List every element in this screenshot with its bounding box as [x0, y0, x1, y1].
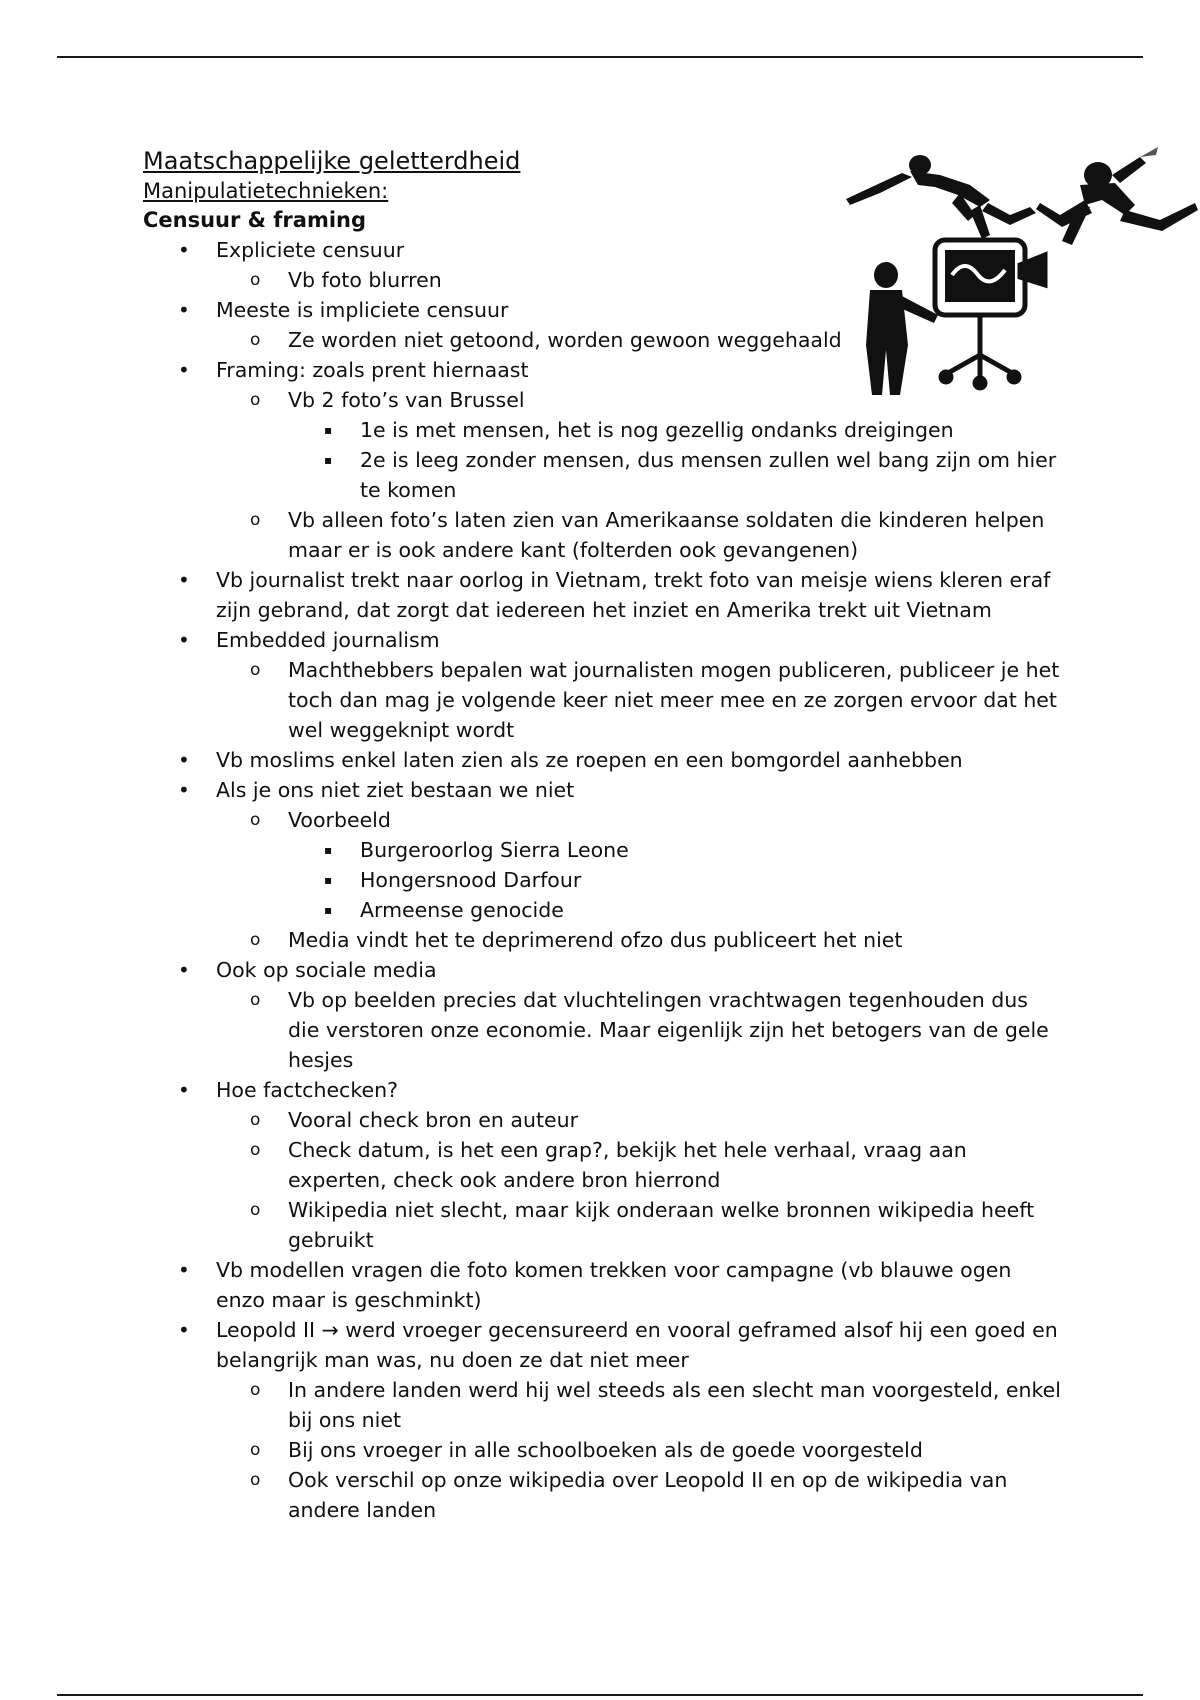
- list-item: [143, 895, 1063, 925]
- list-item: [143, 1375, 1063, 1435]
- bullet-marker: •: [178, 358, 190, 382]
- bullet-marker: o: [250, 1140, 261, 1160]
- list-item: [143, 355, 1063, 385]
- list-item: [143, 295, 1063, 325]
- list-item: [143, 1255, 1063, 1315]
- list-item: [143, 385, 1063, 415]
- bullet-marker: o: [250, 330, 261, 350]
- list-item-text: Framing: zoals prent hiernaast: [216, 358, 529, 382]
- bullet-marker: •: [178, 1258, 190, 1282]
- list-item-text: Ook verschil op onze wikipedia over Leopold II en op de wikipedia van andere landen: [288, 1468, 1008, 1522]
- list-item-text: Vb modellen vragen die foto komen trekken voor campagne (vb blauwe ogen enzo maar is geschminkt): [216, 1258, 1012, 1312]
- document-subtitle: Manipulatietechnieken:: [143, 179, 389, 203]
- list-item-text: Vb alleen foto’s laten zien van Amerikaanse soldaten die kinderen helpen maar er is ook andere kant (folterden ook gevangenen): [288, 508, 1045, 562]
- section-heading: Censuur & framing: [143, 208, 367, 232]
- list-item-text: Ze worden niet getoond, worden gewoon weggehaald: [288, 328, 842, 352]
- document-title: Maatschappelijke geletterdheid: [143, 147, 521, 175]
- bullet-marker: ▪: [324, 453, 333, 467]
- list-item: [143, 835, 1063, 865]
- list-item-text: Media vindt het te deprimerend ofzo dus publiceert het niet: [288, 928, 903, 952]
- list-item-text: Expliciete censuur: [216, 238, 405, 262]
- bullet-marker: •: [178, 778, 190, 802]
- list-item-text: Vooral check bron en auteur: [288, 1108, 579, 1132]
- list-item: [143, 325, 1063, 355]
- list-item-text: Armeense genocide: [360, 898, 564, 922]
- list-item: [143, 1435, 1063, 1465]
- bullet-marker: o: [250, 1110, 261, 1130]
- document-body: [143, 145, 1063, 1525]
- footer-rule: [57, 1694, 1143, 1696]
- list-item: [143, 265, 1063, 295]
- list-item-text: Voorbeeld: [288, 808, 391, 832]
- list-item: [143, 985, 1063, 1075]
- list-item-text: Bij ons vroeger in alle schoolboeken als de goede voorgesteld: [288, 1438, 923, 1462]
- list-item-text: 1e is met mensen, het is nog gezellig ondanks dreigingen: [360, 418, 954, 442]
- bullet-marker: o: [250, 510, 261, 530]
- bullet-marker: •: [178, 748, 190, 772]
- list-item-text: Vb foto blurren: [288, 268, 442, 292]
- bullet-marker: ▪: [324, 903, 333, 917]
- bullet-marker: •: [178, 1078, 190, 1102]
- list-item-text: Vb moslims enkel laten zien als ze roepen en een bomgordel aanhebben: [216, 748, 963, 772]
- list-item: [143, 865, 1063, 895]
- list-item: [143, 445, 1063, 505]
- list-item: [143, 925, 1063, 955]
- bullet-marker: ▪: [324, 423, 333, 437]
- list-item-text: 2e is leeg zonder mensen, dus mensen zullen wel bang zijn om hier te komen: [360, 448, 1057, 502]
- bullet-marker: •: [178, 298, 190, 322]
- list-item-text: Vb journalist trekt naar oorlog in Vietnam, trekt foto van meisje wiens kleren eraf zijn gebrand, dat zorgt dat iedereen het inziet en Amerika trekt uit Vietnam: [216, 568, 1051, 622]
- list-item-text: In andere landen werd hij wel steeds als een slecht man voorgesteld, enkel bij ons niet: [288, 1378, 1061, 1432]
- list-item-text: Vb op beelden precies dat vluchtelingen vrachtwagen tegenhouden dus die verstoren onze economie. Maar eigenlijk zijn het betogers van de gele hesjes: [288, 988, 1049, 1072]
- bullet-marker: •: [178, 238, 190, 262]
- bullet-marker: o: [250, 930, 261, 950]
- bullet-marker: o: [250, 1380, 261, 1400]
- bullet-marker: o: [250, 270, 261, 290]
- bullet-marker: o: [250, 810, 261, 830]
- bullet-marker: o: [250, 990, 261, 1010]
- list-item: [143, 1075, 1063, 1105]
- bullet-marker: o: [250, 1200, 261, 1220]
- bullet-marker: •: [178, 1318, 190, 1342]
- bullet-marker: •: [178, 568, 190, 592]
- bullet-marker: o: [250, 1440, 261, 1460]
- header-rule: [57, 56, 1143, 58]
- list-item-text: Burgeroorlog Sierra Leone: [360, 838, 629, 862]
- list-item: [143, 1195, 1063, 1255]
- list-item-text: Hoe factchecken?: [216, 1078, 398, 1102]
- bullet-marker: o: [250, 1470, 261, 1490]
- list-item-text: Leopold II → werd vroeger gecensureerd en vooral geframed alsof hij een goed en belangrijk man was, nu doen ze dat niet meer: [216, 1318, 1058, 1372]
- bullet-marker: ▪: [324, 843, 333, 857]
- list-item-text: Machthebbers bepalen wat journalisten mogen publiceren, publiceer je het toch dan mag je volgende keer niet meer mee en ze zorgen ervoor dat het wel weggeknipt wordt: [288, 658, 1060, 742]
- bullet-marker: o: [250, 660, 261, 680]
- list-item: [143, 505, 1063, 565]
- list-item: [143, 235, 1063, 265]
- list-item: [143, 775, 1063, 805]
- list-item: [143, 745, 1063, 775]
- list-item-text: Vb 2 foto’s van Brussel: [288, 388, 525, 412]
- list-item: [143, 805, 1063, 835]
- list-item: [143, 565, 1063, 625]
- list-item-text: Embedded journalism: [216, 628, 440, 652]
- bullet-marker: •: [178, 628, 190, 652]
- list-item: [143, 1465, 1063, 1525]
- list-item-text: Check datum, is het een grap?, bekijk het hele verhaal, vraag aan experten, check ook andere bron hierrond: [288, 1138, 967, 1192]
- list-item-text: Ook op sociale media: [216, 958, 437, 982]
- list-item: [143, 415, 1063, 445]
- list-item: [143, 1315, 1063, 1375]
- list-item-text: Hongersnood Darfour: [360, 868, 582, 892]
- list-item-text: Als je ons niet ziet bestaan we niet: [216, 778, 575, 802]
- bullet-outline: [143, 235, 1063, 1525]
- list-item: [143, 955, 1063, 985]
- bullet-marker: ▪: [324, 873, 333, 887]
- list-item-text: Meeste is impliciete censuur: [216, 298, 509, 322]
- list-item: [143, 625, 1063, 655]
- bullet-marker: •: [178, 958, 190, 982]
- list-item: [143, 1135, 1063, 1195]
- list-item: [143, 655, 1063, 745]
- list-item-text: Wikipedia niet slecht, maar kijk onderaan welke bronnen wikipedia heeft gebruikt: [288, 1198, 1035, 1252]
- bullet-marker: o: [250, 390, 261, 410]
- list-item: [143, 1105, 1063, 1135]
